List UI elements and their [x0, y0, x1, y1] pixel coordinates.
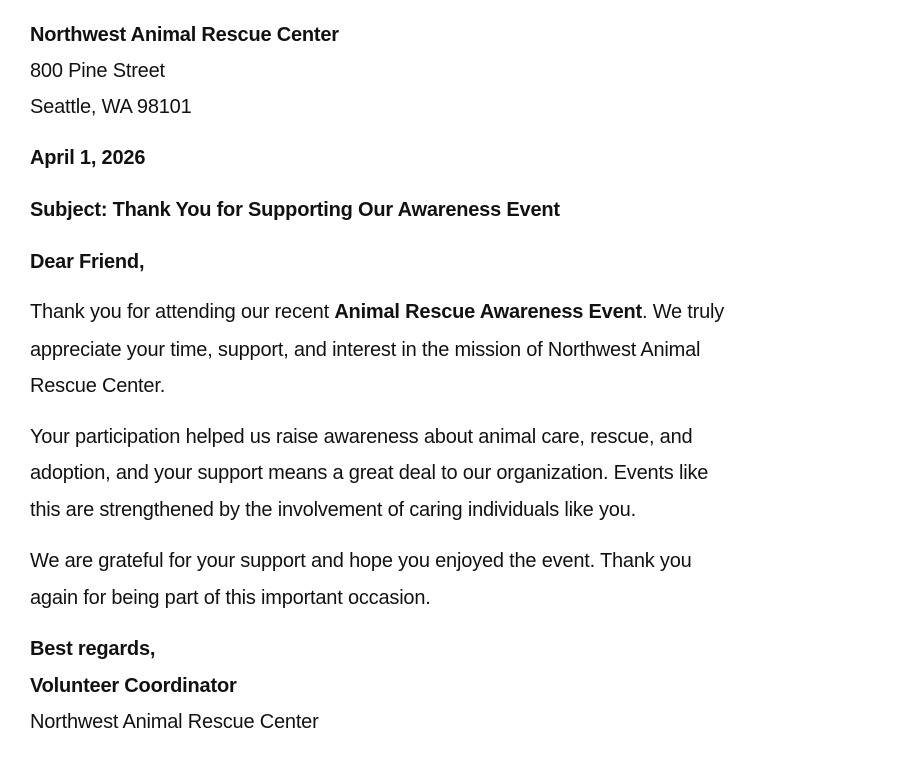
- text: . We truly: [642, 301, 725, 323]
- valediction: Best regards,: [30, 638, 156, 660]
- letter-subject: Subject: Thank You for Supporting Our Awareness Event: [30, 199, 560, 221]
- paragraph-3-line-1: We are grateful for your support and hope you enjoyed the event. Thank you: [30, 550, 692, 572]
- paragraph-2-line-3: this are strengthened by the involvement of caring individuals like you.: [30, 499, 636, 521]
- signer-org: Northwest Animal Rescue Center: [30, 711, 319, 733]
- salutation: Dear Friend,: [30, 251, 145, 273]
- sender-street: 800 Pine Street: [30, 60, 165, 82]
- signer-title: Volunteer Coordinator: [30, 675, 237, 697]
- paragraph-2-line-1: Your participation helped us raise awareness about animal care, rescue, and: [30, 426, 693, 448]
- text: Thank you for attending our recent: [30, 301, 335, 323]
- sender-city: Seattle, WA 98101: [30, 96, 192, 118]
- letter-date: April 1, 2026: [30, 147, 146, 169]
- paragraph-2-line-2: adoption, and your support means a great deal to our organization. Events like: [30, 462, 709, 484]
- paragraph-1-line-1: [30, 300, 724, 324]
- sender-name: Northwest Animal Rescue Center: [30, 24, 339, 46]
- paragraph-1-line-3: Rescue Center.: [30, 375, 166, 397]
- paragraph-1-line-2: appreciate your time, support, and interest in the mission of Northwest Animal: [30, 339, 701, 361]
- event-name: Animal Rescue Awareness Event: [334, 301, 642, 323]
- paragraph-3-line-2: again for being part of this important occasion.: [30, 587, 431, 609]
